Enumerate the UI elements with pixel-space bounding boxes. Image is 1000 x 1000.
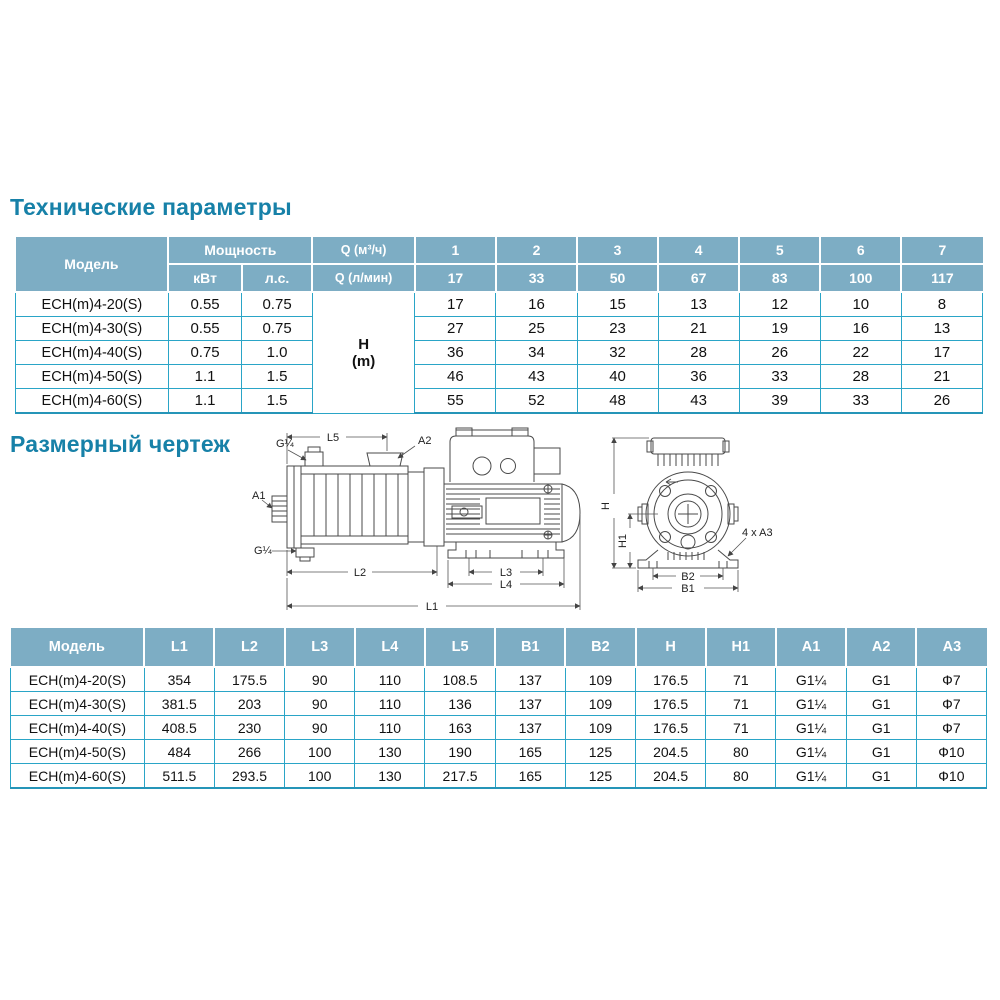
dim-cell: 266: [214, 740, 284, 764]
dim-cell: 408.5: [144, 716, 214, 740]
model-cell: ECH(m)4-20(S): [16, 292, 169, 317]
dim-cell: 203: [214, 692, 284, 716]
dim-cell: 176.5: [636, 692, 706, 716]
dim-cell: G1¼: [776, 740, 846, 764]
dim-cell: 165: [495, 764, 565, 789]
header-qlmin-4: 67: [658, 264, 739, 292]
dim-cell: 204.5: [636, 764, 706, 789]
dim-cell: Ф7: [916, 716, 986, 740]
dim-header-l2: L2: [214, 628, 284, 667]
dim-label-l4: L4: [499, 579, 513, 591]
h-value: 10: [820, 292, 901, 317]
hp-cell: 1.5: [242, 389, 313, 414]
h-value: 13: [901, 317, 982, 341]
h-value: 21: [901, 365, 982, 389]
tech-params-title: Технические параметры: [10, 194, 292, 220]
dim-label-l5: L5: [326, 432, 340, 444]
kw-cell: 0.55: [168, 292, 241, 317]
dim-cell: 230: [214, 716, 284, 740]
model-cell: ECH(m)4-50(S): [16, 365, 169, 389]
table-row: [11, 692, 987, 716]
model-cell: ECH(m)4-50(S): [11, 740, 145, 764]
dim-cell: 110: [355, 716, 425, 740]
h-value: 43: [658, 389, 739, 414]
dim-cell: 90: [285, 716, 355, 740]
dim-cell: 109: [565, 667, 635, 692]
dim-cell: 204.5: [636, 740, 706, 764]
h-value: 33: [820, 389, 901, 414]
table-row: [11, 764, 987, 789]
h-unit-label: (m): [351, 352, 376, 370]
dim-header-h: H: [636, 628, 706, 667]
dim-cell: G1: [846, 716, 916, 740]
h-value: 32: [577, 341, 658, 365]
h-value: 28: [820, 365, 901, 389]
dim-cell: 80: [706, 764, 776, 789]
dim-cell: 100: [285, 740, 355, 764]
h-label: H: [358, 335, 370, 353]
dim-header-a3: A3: [916, 628, 986, 667]
dim-cell: G1: [846, 692, 916, 716]
dim-cell: 110: [355, 667, 425, 692]
kw-cell: 1.1: [168, 365, 241, 389]
dim-label-4xa3: 4 x A3: [742, 527, 773, 539]
dim-cell: Ф7: [916, 667, 986, 692]
dim-label-b1: B1: [681, 583, 695, 595]
dim-cell: 71: [706, 692, 776, 716]
table-row: [11, 740, 987, 764]
model-cell: ECH(m)4-60(S): [16, 389, 169, 414]
header-q-3: 3: [577, 237, 658, 264]
dim-header-a2: A2: [846, 628, 916, 667]
table-row: [16, 365, 983, 389]
dim-cell: 175.5: [214, 667, 284, 692]
table-row: [11, 716, 987, 740]
header-qlmin-3: 50: [577, 264, 658, 292]
h-value: 17: [415, 292, 496, 317]
h-value: 27: [415, 317, 496, 341]
dim-header-model: Модель: [11, 628, 145, 667]
dim-header-l3: L3: [285, 628, 355, 667]
dim-cell: 217.5: [425, 764, 495, 789]
h-value: 22: [820, 341, 901, 365]
dim-cell: G1: [846, 764, 916, 789]
dim-header-a1: A1: [776, 628, 846, 667]
dim-cell: 90: [285, 667, 355, 692]
dim-cell: 511.5: [144, 764, 214, 789]
header-q-6: 6: [820, 237, 901, 264]
dim-cell: 137: [495, 692, 565, 716]
table-row: [11, 667, 987, 692]
dim-label-a1: A1: [252, 490, 266, 502]
h-value: 36: [415, 341, 496, 365]
dim-cell: 293.5: [214, 764, 284, 789]
h-value: 46: [415, 365, 496, 389]
dim-label-l2: L2: [353, 567, 367, 579]
h-unit-cell: [312, 292, 415, 413]
model-cell: ECH(m)4-30(S): [11, 692, 145, 716]
dimensions-table: [10, 628, 987, 789]
model-cell: ECH(m)4-40(S): [16, 341, 169, 365]
hp-cell: 0.75: [242, 317, 313, 341]
header-qlmin-6: 100: [820, 264, 901, 292]
thread-label-g14-top: G¼: [276, 438, 294, 450]
header-q-7: 7: [901, 237, 982, 264]
header-kw: кВт: [168, 264, 241, 292]
hp-cell: 0.75: [242, 292, 313, 317]
h-value: 40: [577, 365, 658, 389]
h-value: 16: [496, 292, 577, 317]
tech-params-table: [15, 237, 983, 414]
dim-cell: 163: [425, 716, 495, 740]
dim-label-a2: A2: [418, 435, 432, 447]
dim-cell: 130: [355, 740, 425, 764]
dim-cell: 80: [706, 740, 776, 764]
kw-cell: 0.75: [168, 341, 241, 365]
model-cell: ECH(m)4-60(S): [11, 764, 145, 789]
dim-cell: 176.5: [636, 716, 706, 740]
header-q-1: 1: [415, 237, 496, 264]
dim-cell: G1¼: [776, 764, 846, 789]
dim-cell: 110: [355, 692, 425, 716]
dim-header-l5: L5: [425, 628, 495, 667]
dim-cell: 90: [285, 692, 355, 716]
header-q-5: 5: [739, 237, 820, 264]
model-cell: ECH(m)4-40(S): [11, 716, 145, 740]
h-value: 16: [820, 317, 901, 341]
header-q-4: 4: [658, 237, 739, 264]
model-cell: ECH(m)4-20(S): [11, 667, 145, 692]
h-value: 15: [577, 292, 658, 317]
h-value: 26: [739, 341, 820, 365]
table-row: [16, 292, 983, 317]
h-value: 12: [739, 292, 820, 317]
dim-cell: 136: [425, 692, 495, 716]
dim-cell: G1¼: [776, 716, 846, 740]
h-value: 48: [577, 389, 658, 414]
dim-cell: 108.5: [425, 667, 495, 692]
kw-cell: 0.55: [168, 317, 241, 341]
h-value: 21: [658, 317, 739, 341]
thread-label-g14-bottom: G¼: [254, 545, 272, 557]
h-value: 55: [415, 389, 496, 414]
kw-cell: 1.1: [168, 389, 241, 414]
header-qlmin-1: 17: [415, 264, 496, 292]
dim-cell: 484: [144, 740, 214, 764]
dim-cell: G1¼: [776, 692, 846, 716]
h-value: 33: [739, 365, 820, 389]
table-row: [16, 317, 983, 341]
dim-drawing-title: Размерный чертеж: [10, 431, 231, 457]
pump-end-view: [638, 438, 738, 568]
h-value: 13: [658, 292, 739, 317]
dim-cell: 354: [144, 667, 214, 692]
header-hp: л.с.: [242, 264, 313, 292]
dim-header-b2: B2: [565, 628, 635, 667]
dim-cell: 137: [495, 716, 565, 740]
table-row: [16, 389, 983, 414]
dim-header-l1: L1: [144, 628, 214, 667]
dim-cell: Ф7: [916, 692, 986, 716]
dim-cell: 176.5: [636, 667, 706, 692]
dim-header-h1: H1: [706, 628, 776, 667]
h-value: 17: [901, 341, 982, 365]
dim-cell: G1: [846, 740, 916, 764]
end-view-dimensions: [612, 438, 746, 592]
h-value: 8: [901, 292, 982, 317]
h-value: 26: [901, 389, 982, 414]
dim-header-b1: B1: [495, 628, 565, 667]
dim-cell: 71: [706, 716, 776, 740]
model-cell: ECH(m)4-30(S): [16, 317, 169, 341]
dim-label-h: H: [600, 502, 612, 510]
h-value: 23: [577, 317, 658, 341]
h-value: 34: [496, 341, 577, 365]
pump-side-view: [272, 428, 580, 561]
dim-cell: Ф10: [916, 740, 986, 764]
dim-cell: 125: [565, 740, 635, 764]
dim-cell: 190: [425, 740, 495, 764]
dim-label-h1: H1: [617, 533, 629, 549]
h-value: 36: [658, 365, 739, 389]
header-qlmin-2: 33: [496, 264, 577, 292]
table-row: [16, 341, 983, 365]
header-qlmin-5: 83: [739, 264, 820, 292]
h-value: 28: [658, 341, 739, 365]
dim-cell: Ф10: [916, 764, 986, 789]
dim-label-b2: B2: [681, 571, 695, 583]
h-value: 19: [739, 317, 820, 341]
header-q-lmin: Q (л/мин): [312, 264, 415, 292]
h-value: 52: [496, 389, 577, 414]
dim-label-l3: L3: [499, 567, 513, 579]
dim-cell: 109: [565, 692, 635, 716]
dim-cell: 381.5: [144, 692, 214, 716]
side-view-dimensions: [262, 433, 580, 610]
dim-cell: 71: [706, 667, 776, 692]
dim-cell: 165: [495, 740, 565, 764]
dim-cell: 130: [355, 764, 425, 789]
header-model: Модель: [16, 237, 169, 292]
dim-cell: 125: [565, 764, 635, 789]
dim-cell: 100: [285, 764, 355, 789]
header-q-m3h: Q (м³/ч): [312, 237, 415, 264]
header-q-2: 2: [496, 237, 577, 264]
dim-cell: G1: [846, 667, 916, 692]
dim-label-l1: L1: [425, 601, 439, 613]
header-power: Мощность: [168, 237, 312, 264]
dim-cell: 109: [565, 716, 635, 740]
dim-header-l4: L4: [355, 628, 425, 667]
pump-dimensional-drawing: [250, 420, 870, 625]
h-value: 25: [496, 317, 577, 341]
hp-cell: 1.0: [242, 341, 313, 365]
h-value: 43: [496, 365, 577, 389]
hp-cell: 1.5: [242, 365, 313, 389]
dim-cell: G1¼: [776, 667, 846, 692]
header-qlmin-7: 117: [901, 264, 982, 292]
h-value: 39: [739, 389, 820, 414]
dim-cell: 137: [495, 667, 565, 692]
